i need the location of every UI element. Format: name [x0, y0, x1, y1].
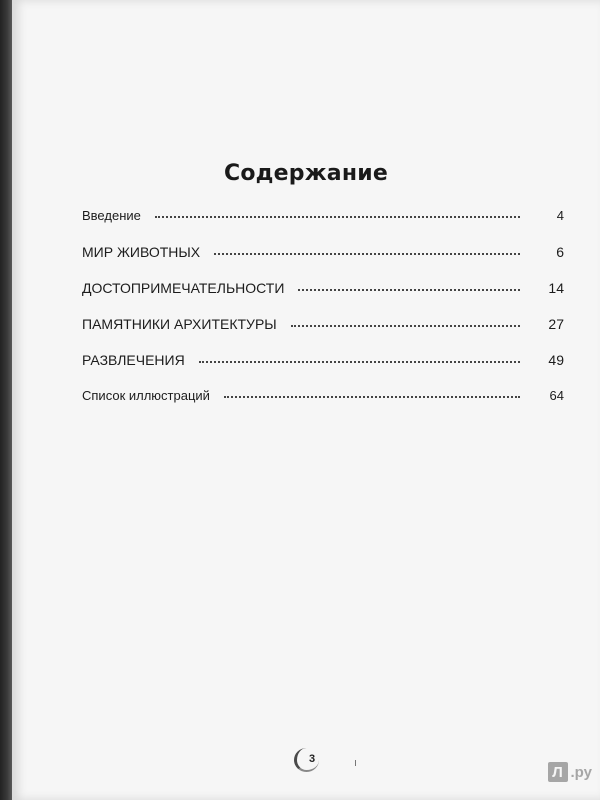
toc-leader-dots [224, 395, 520, 398]
toc-entry-label: Список иллюстраций [82, 388, 210, 403]
toc-leader-dots [298, 288, 520, 291]
toc-leader-dots [155, 215, 520, 218]
toc-entry-introduction [82, 208, 564, 244]
toc-leader-dots [291, 324, 520, 327]
toc-entry-animals [82, 244, 564, 280]
toc-entry-page: 14 [548, 280, 564, 296]
watermark-logo-icon: Л [548, 762, 568, 782]
toc-entry-label: МИР ЖИВОТНЫХ [82, 244, 201, 260]
toc-entry-label: ДОСТОПРИМЕЧАТЕЛЬНОСТИ [82, 280, 285, 296]
scan-edge [0, 0, 12, 800]
page-title: Содержание [224, 160, 388, 186]
crescent-icon [294, 748, 319, 772]
page-number: 3 [308, 753, 316, 765]
print-tick-mark [355, 760, 356, 766]
table-of-contents [82, 208, 564, 424]
toc-entry-label: РАЗВЛЕЧЕНИЯ [82, 352, 185, 368]
toc-entry-page: 27 [548, 316, 564, 332]
toc-entry-sights [82, 280, 564, 316]
toc-leader-dots [199, 360, 520, 363]
toc-entry-page: 4 [556, 208, 564, 223]
toc-entry-page: 64 [549, 388, 564, 403]
toc-entry-page: 49 [548, 352, 564, 368]
toc-entry-entertainment [82, 352, 564, 388]
page-number-badge [294, 746, 324, 772]
watermark [548, 762, 592, 782]
toc-entry-page: 6 [556, 244, 564, 260]
watermark-text: .ру [570, 763, 592, 781]
toc-entry-architecture [82, 316, 564, 352]
toc-entry-label: Введение [82, 208, 141, 223]
toc-entry-illustrations [82, 388, 564, 424]
toc-leader-dots [214, 252, 520, 255]
document-page [12, 0, 600, 800]
page-footer [12, 746, 600, 776]
toc-entry-label: ПАМЯТНИКИ АРХИТЕКТУРЫ [82, 316, 277, 332]
